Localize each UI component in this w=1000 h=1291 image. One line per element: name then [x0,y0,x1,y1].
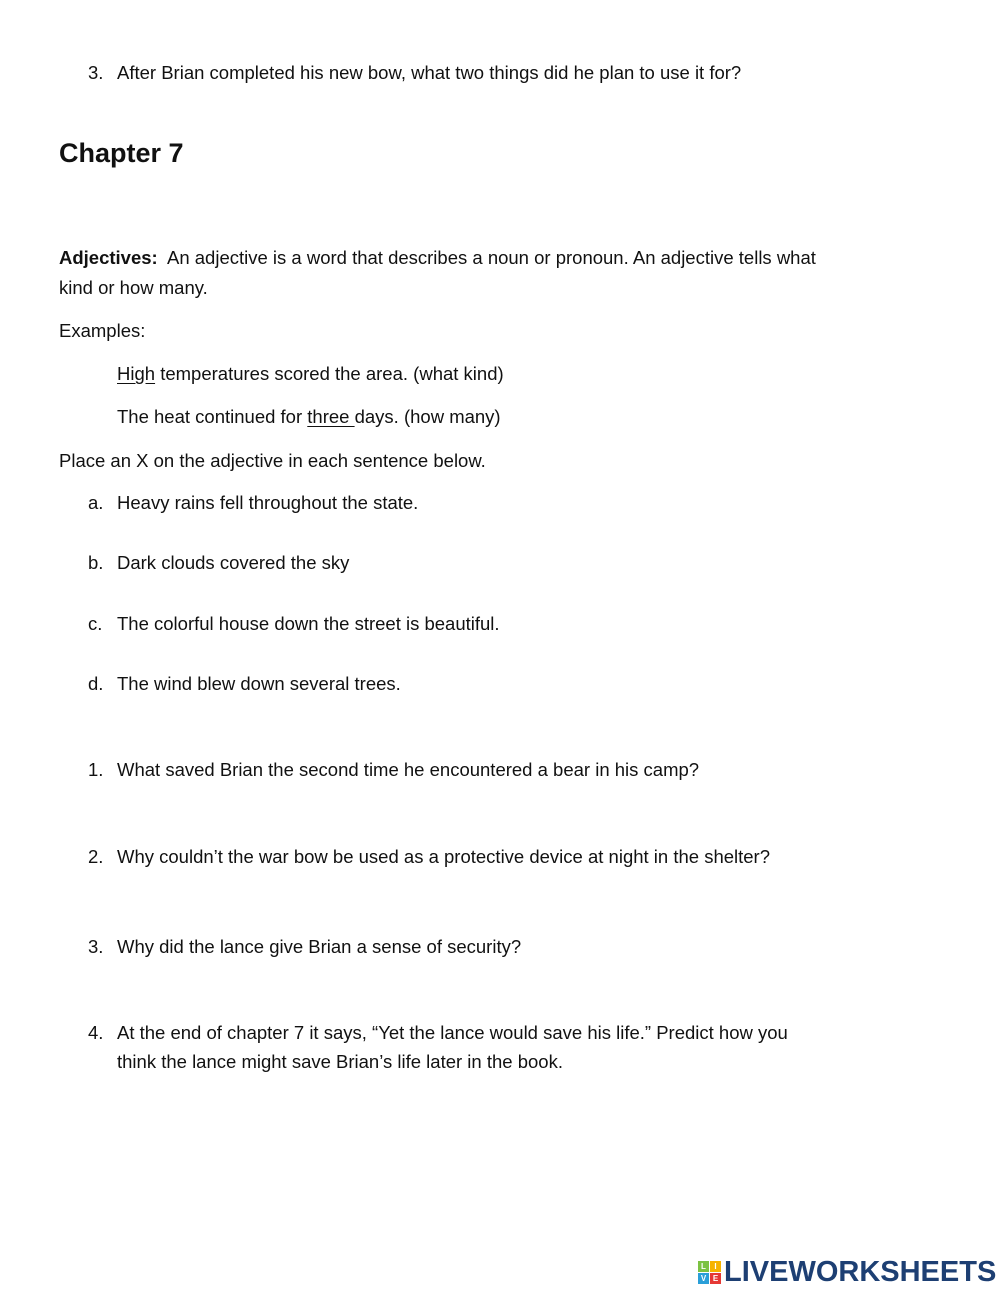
logo-blocks-icon: L I V E [698,1261,721,1284]
instruction: Place an X on the adjective in each sentence below. [59,450,486,471]
sentence[interactable]: The wind blew down several trees. [117,673,401,694]
question-text: Why couldn’t the war bow be used as a protective device at night in the shelter? [117,846,771,867]
chapter-title: Chapter 7 [59,138,184,168]
underlined-adjective: High [117,363,156,384]
question-text-continued: think the lance might save Brian’s life later in the book. [117,1051,563,1072]
sentence-letter: a. [88,492,104,513]
sentence[interactable]: Heavy rains fell throughout the state. [117,492,419,513]
example-text: The heat continued for [117,406,308,427]
question-text: What saved Brian the second time he encountered a bear in his camp? [117,759,700,780]
definition-text: An adjective is a word that describes a noun or pronoun. An adjective tells what [166,247,816,268]
question-number: 4. [88,1022,104,1043]
liveworksheets-logo [698,1257,996,1287]
sentence[interactable]: The colorful house down the street is beautiful. [117,613,500,634]
underlined-adjective: three [307,406,355,427]
question-number: 2. [88,846,104,867]
examples-label: Examples: [59,320,146,341]
example-1 [117,363,504,385]
example-text: days. (how many) [354,406,501,427]
adjective-definition [59,247,816,269]
question-number: 3. [88,936,104,957]
sentence[interactable]: Dark clouds covered the sky [117,552,350,573]
question-number: 1. [88,759,104,780]
sentence-letter: b. [88,552,104,573]
question-text: At the end of chapter 7 it says, “Yet the lance would save his life.” Predict how you [117,1022,788,1043]
question-number: 3. [88,62,104,83]
question-text: After Brian completed his new bow, what two things did he plan to use it for? [117,62,742,83]
logo-text: LIVEWORKSHEETS [724,1256,997,1288]
adjectives-label: Adjectives: [59,247,158,268]
question-text: Why did the lance give Brian a sense of security? [117,936,522,957]
definition-line2: kind or how many. [59,277,208,298]
sentence-letter: c. [88,613,103,634]
example-2 [117,406,501,428]
example-text: temperatures scored the area. (what kind) [155,363,504,384]
sentence-letter: d. [88,673,104,694]
